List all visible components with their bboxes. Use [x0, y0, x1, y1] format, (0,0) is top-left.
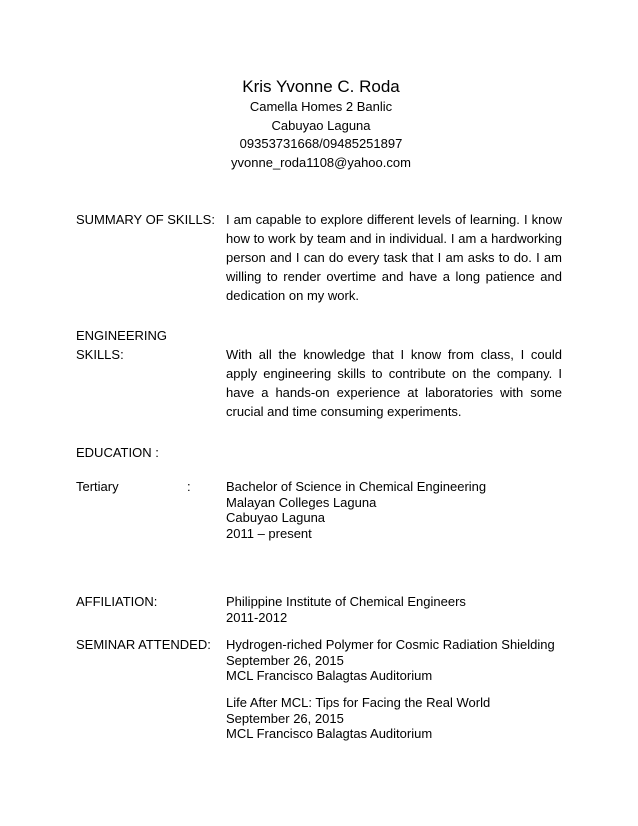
engineering-label-line-2: SKILLS:: [76, 347, 124, 362]
applicant-name: Kris Yvonne C. Roda: [242, 77, 400, 96]
seminar-venue: MCL Francisco Balagtas Auditorium: [226, 726, 433, 741]
seminar-attended-label: SEMINAR ATTENDED:: [76, 637, 211, 652]
education-label: EDUCATION :: [76, 445, 159, 460]
seminar-date: September 26, 2015: [226, 652, 344, 668]
school-location: Cabuyao Laguna: [226, 510, 326, 525]
seminar-item: [226, 695, 562, 742]
education-years: 2011 – present: [226, 525, 312, 541]
seminar-date: September 26, 2015: [226, 710, 344, 726]
affiliation-years: 2011-2012: [226, 609, 288, 625]
affiliation-organization: Philippine Institute of Chemical Engineers: [226, 594, 466, 609]
affiliation-details: [226, 594, 562, 625]
school-name: Malayan Colleges Laguna: [226, 494, 377, 510]
summary-of-skills-label: SUMMARY OF SKILLS:: [76, 212, 215, 227]
affiliation-label: AFFILIATION:: [76, 594, 158, 609]
address-line-2: Cabuyao Laguna: [271, 117, 371, 133]
summary-of-skills-text: I am capable to explore different levels of learning. I know how to work by team and in individual. I am a hardworking person and I can do every task that I am asks to do. I am willing to render overtime and have a long patience and dedication on my work.: [226, 212, 562, 303]
tertiary-label: Tertiary: [76, 479, 119, 494]
degree: Bachelor of Science in Chemical Engineering: [226, 479, 487, 494]
tertiary-colon: :: [187, 479, 191, 494]
seminar-item: [226, 637, 562, 684]
education-details: [226, 479, 562, 541]
address-line-1: Camella Homes 2 Banlic: [249, 99, 393, 114]
seminar-venue: MCL Francisco Balagtas Auditorium: [226, 668, 433, 683]
resume-header: [0, 76, 638, 172]
email-address: yvonne_roda1108@yahoo.com: [231, 154, 411, 170]
seminar-title: Life After MCL: Tips for Facing the Real World: [226, 695, 491, 710]
seminar-title: Hydrogen-riched Polymer for Cosmic Radiation Shielding: [226, 637, 555, 652]
phone-numbers: 09353731668/09485251897: [239, 136, 403, 151]
engineering-skills-text: With all the knowledge that I know from class, I could apply engineering skills to contribute on the company. I have a hands-on experience at laboratories with some crucial and time consuming experiments.: [226, 347, 562, 419]
engineering-label-line-1: ENGINEERING: [76, 328, 168, 343]
